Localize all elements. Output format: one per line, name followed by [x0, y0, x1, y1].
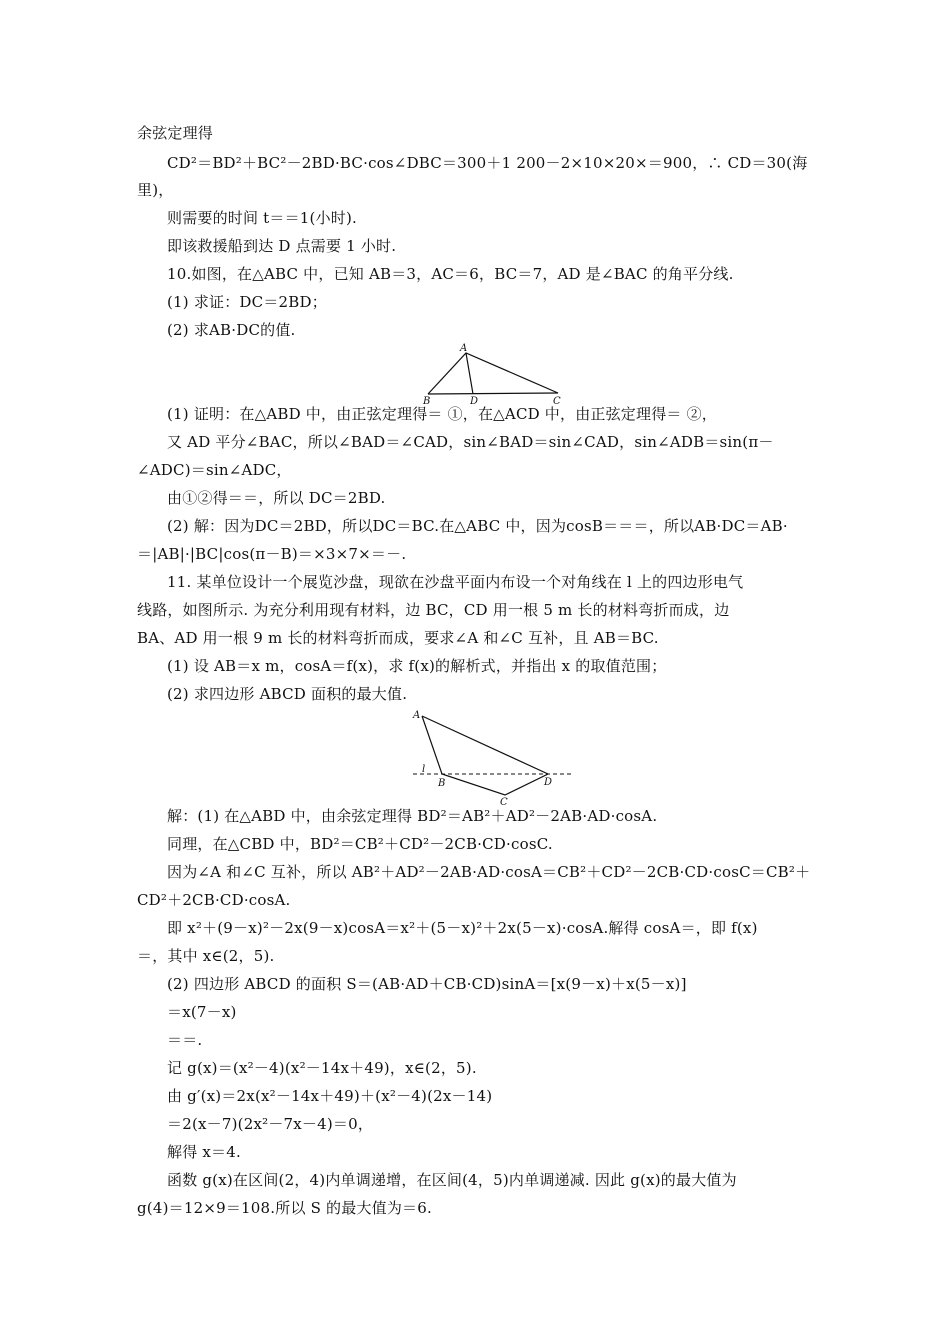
- figure-label-d: D: [470, 396, 479, 406]
- problem-11-part-1: (1) 设 AB＝x m，cosA＝f(x)，求 f(x)的解析式，并指出 x 的取值范围；: [167, 657, 667, 675]
- figure-label-c: C: [500, 797, 508, 806]
- problem-11-statement: 11. 某单位设计一个展览沙盘，现欲在沙盘平面内布设一个对角线在 l 上的四边形电气: [167, 573, 744, 591]
- text-line: ＝，其中 x∈(2，5).: [137, 947, 275, 965]
- figure-label-b: B: [423, 396, 431, 406]
- text-line: 则需要的时间 t＝＝1(小时).: [167, 209, 358, 227]
- text-line: 余弦定理得: [137, 124, 214, 142]
- problem-10-statement: 10.如图，在△ABC 中，已知 AB＝3，AC＝6，BC＝7，AD 是∠BAC 的角平分线.: [167, 265, 734, 283]
- figure-label-a: A: [460, 343, 468, 354]
- text-line: 即 x²＋(9－x)²－2x(9－x)cosA＝x²＋(5－x)²＋2x(5－x)·cosA.解得 cosA＝，即 f(x): [167, 919, 758, 937]
- text-line: 因为∠A 和∠C 互补，所以 AB²＋AD²－2AB·AD·cosA＝CB²＋CD²－2CB·CD·cosC＝CB²＋: [167, 863, 811, 881]
- problem-10-part-2: (2) 求AB·DC的值.: [167, 321, 296, 339]
- text-line: (2) 四边形 ABCD 的面积 S＝(AB·AD＋CB·CD)sinA＝[x(9－x)＋x(5－x)]: [167, 975, 687, 993]
- text-line: 记 g(x)＝(x²－4)(x²－14x＋49)，x∈(2，5).: [167, 1059, 477, 1077]
- text-line: CD²＝BD²＋BC²－2BD·BC·cos∠DBC＝300＋1 200－2×10×20×＝900，∴ CD＝30(海: [167, 154, 808, 172]
- text-line: 由 g′(x)＝2x(x²－14x＋49)＋(x²－4)(2x－14): [167, 1087, 493, 1105]
- figure-label-d: D: [544, 777, 553, 788]
- problem-11-part-2: (2) 求四边形 ABCD 面积的最大值.: [167, 685, 408, 703]
- figure-label-a: A: [413, 710, 421, 721]
- figure-label-l: l: [422, 764, 426, 775]
- figure-label-b: B: [438, 778, 446, 789]
- text-line: 又 AD 平分∠BAC，所以∠BAD＝∠CAD，sin∠BAD＝sin∠CAD，sin∠ADB＝sin(π－: [167, 433, 774, 451]
- text-line: CD²＋2CB·CD·cosA.: [137, 891, 291, 909]
- quadrilateral-abcd-figure: [405, 704, 580, 806]
- text-line: ＝|AB|·|BC|cos(π－B)＝×3×7×＝－.: [137, 545, 407, 563]
- text-line: 里)，: [137, 181, 174, 199]
- problem-10-part-1: (1) 求证：DC＝2BD；: [167, 293, 327, 311]
- text-line: g(4)＝12×9＝108.所以 S 的最大值为＝6.: [137, 1199, 432, 1217]
- text-line: (2) 解：因为DC＝2BD，所以DC＝BC.在△ABC 中，因为cosB＝＝＝，所以AB·DC＝AB·: [167, 517, 788, 535]
- figure-label-c: C: [553, 396, 561, 406]
- text-line: 函数 g(x)在区间(2，4)内单调递增，在区间(4，5)内单调递减. 因此 g(x)的最大值为: [167, 1171, 737, 1189]
- text-line: 线路，如图所示. 为充分利用现有材料，边 BC，CD 用一根 5 m 长的材料弯折而成，边: [137, 601, 730, 619]
- text-line: ∠ADC)＝sin∠ADC，: [137, 461, 292, 479]
- text-line: 解：(1) 在△ABD 中，由余弦定理得 BD²＝AB²＋AD²－2AB·AD·cosA.: [167, 807, 658, 825]
- triangle-abc-figure: [415, 342, 565, 406]
- text-line: 解得 x＝4.: [167, 1143, 241, 1161]
- text-line: 即该救援船到达 D 点需要 1 小时.: [167, 237, 397, 255]
- text-line: (1) 证明：在△ABD 中，由正弦定理得＝ ①，在△ACD 中，由正弦定理得＝ ②，: [167, 405, 717, 423]
- text-line: BA、AD 用一根 9 m 长的材料弯折而成，要求∠A 和∠C 互补，且 AB＝BC.: [137, 629, 659, 647]
- text-line: ＝x(7－x): [167, 1003, 237, 1021]
- text-line: ＝2(x－7)(2x²－7x－4)＝0，: [167, 1115, 374, 1133]
- text-line: 由①②得＝＝，所以 DC＝2BD.: [167, 489, 386, 507]
- text-line: 同理，在△CBD 中，BD²＝CB²＋CD²－2CB·CD·cosC.: [167, 835, 553, 853]
- text-line: ＝＝.: [167, 1031, 203, 1049]
